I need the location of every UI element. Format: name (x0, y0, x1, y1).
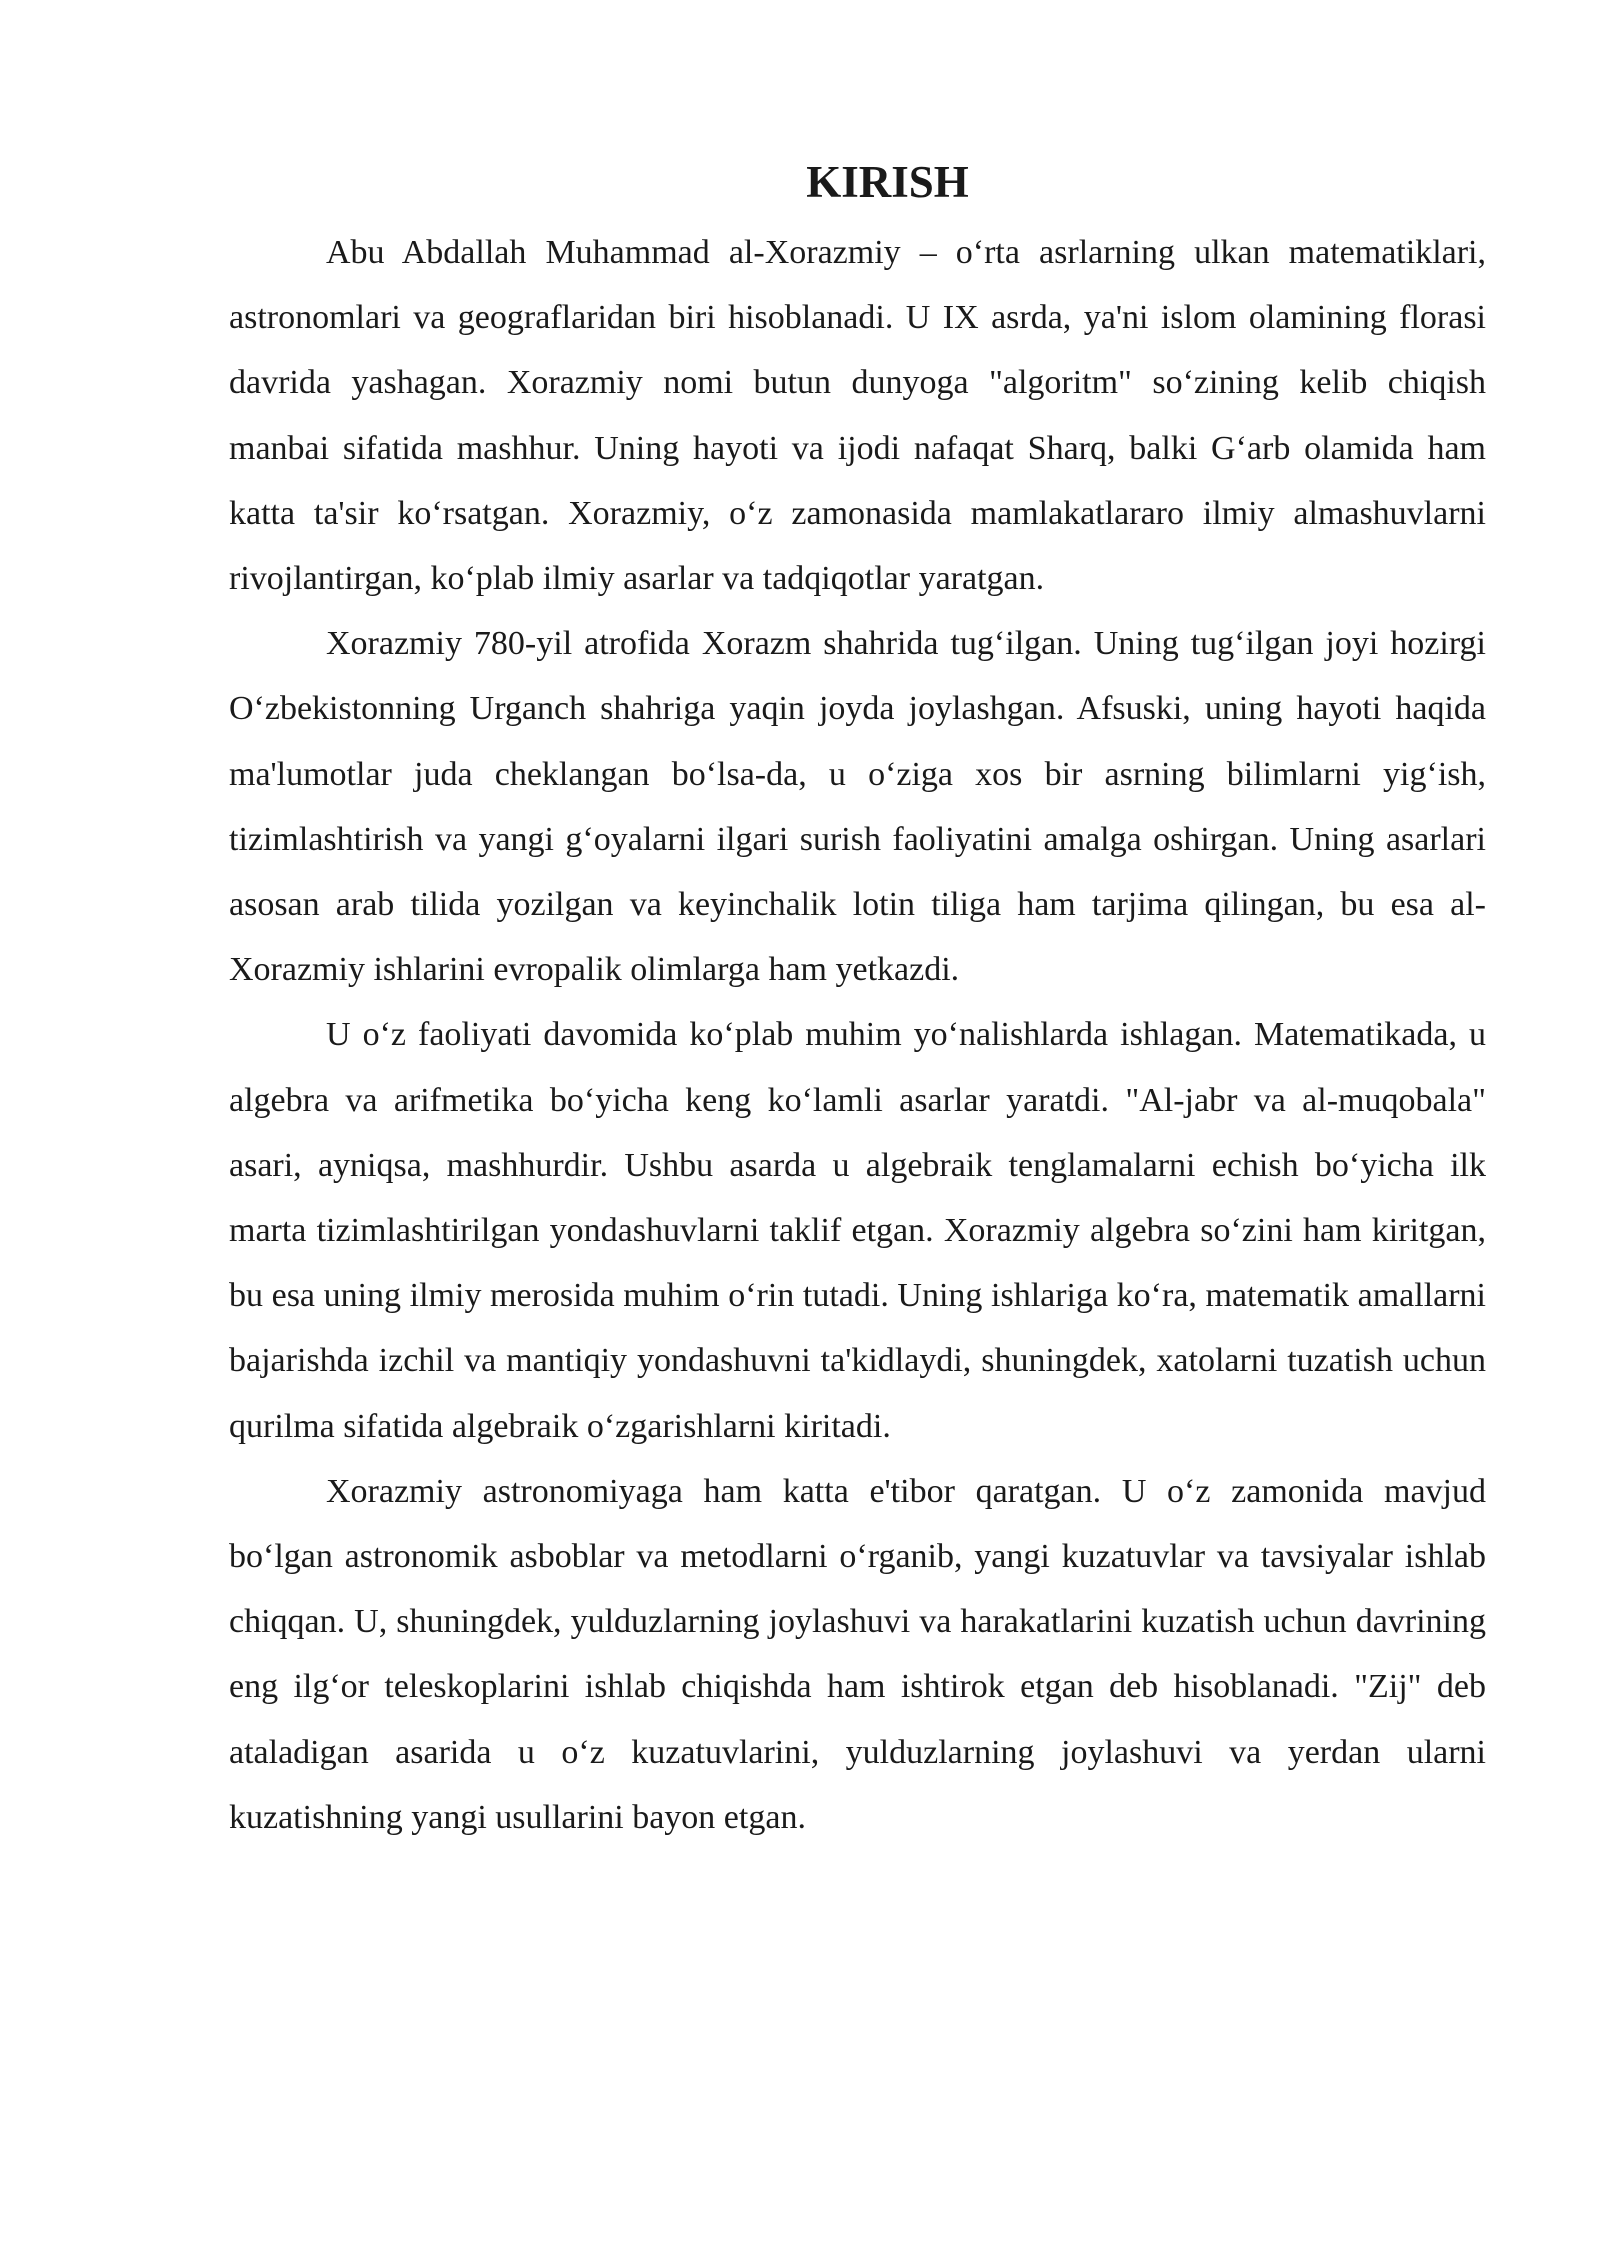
paragraph-mathematics: U o‘z faoliyati davomida ko‘plab muhim yo‘nalishlarda ishlagan. Matematikada, u algebra va arifmetika bo‘yicha keng ko‘lamli asarlar yaratdi. "Al-jabr va al-muqobala" asari, ayniqsa, mashhurdir. Ushbu asarda u algebraik tenglamalarni echish bo‘yicha ilk marta tizimlashtirilgan yondashuvlarni taklif etgan. Xorazmiy algebra so‘zini ham kiritgan, bu esa uning ilmiy merosida muhim o‘rin tutadi. Uning ishlariga ko‘ra, matematik amallarni bajarishda izchil va mantiqiy yondashuvni ta'kidlaydi, shuningdek, xatolarni tuzatish uchun qurilma sifatida algebraik o‘zgarishlarni kiritadi. (229, 1016, 1486, 1445)
paragraph-intro: Abu Abdallah Muhammad al-Xorazmiy – o‘rta asrlarning ulkan matematiklari, astronomlari va geograflaridan biri hisoblanadi. U IX asrda, ya'ni islom olamining florasi davrida yashagan. Xorazmiy nomi butun dunyoga "algoritm" so‘zining kelib chiqish manbai sifatida mashhur. Uning hayoti va ijodi nafaqat Sharq, balki G‘arb olamida ham katta ta'sir ko‘rsatgan. Xorazmiy, o‘z zamonasida mamlakatlararo ilmiy almashuvlarni rivojlantirgan, ko‘plab ilmiy asarlar va tadqiqotlar yaratgan. (229, 234, 1486, 598)
paragraph-astronomy: Xorazmiy astronomiyaga ham katta e'tibor qaratgan. U o‘z zamonida mavjud bo‘lgan astronomik asboblar va metodlarni o‘rganib, yangi kuzatuvlar va tavsiyalar ishlab chiqqan. U, shuningdek, yulduzlarning joylashuvi va harakatlarini kuzatish uchun davrining eng ilg‘or teleskoplarini ishlab chiqishda ham ishtirok etgan deb hisoblanadi. "Zij" deb ataladigan asarida u o‘z kuzatuvlarini, yulduzlarning joylashuvi va yerdan ularni kuzatishning yangi usullarini bayon etgan. (229, 1472, 1486, 1836)
paragraph-birth: Xorazmiy 780-yil atrofida Xorazm shahrida tug‘ilgan. Uning tug‘ilgan joyi hozirgi O‘zbekistonning Urganch shahriga yaqin joyda joylashgan. Afsuski, uning hayoti haqida ma'lumotlar juda cheklangan bo‘lsa-da, u o‘ziga xos bir asrning bilimlarni yig‘ish, tizimlashtirish va yangi g‘oyalarni ilgari surish faoliyatini amalga oshirgan. Uning asarlari asosan arab tilida yozilgan va keyinchalik lotin tiliga ham tarjima qilingan, bu esa al-Xorazmiy ishlarini evropalik olimlarga ham yetkazdi. (229, 625, 1486, 989)
page-title: KIRISH (806, 157, 969, 207)
document-body (229, 150, 1486, 1850)
